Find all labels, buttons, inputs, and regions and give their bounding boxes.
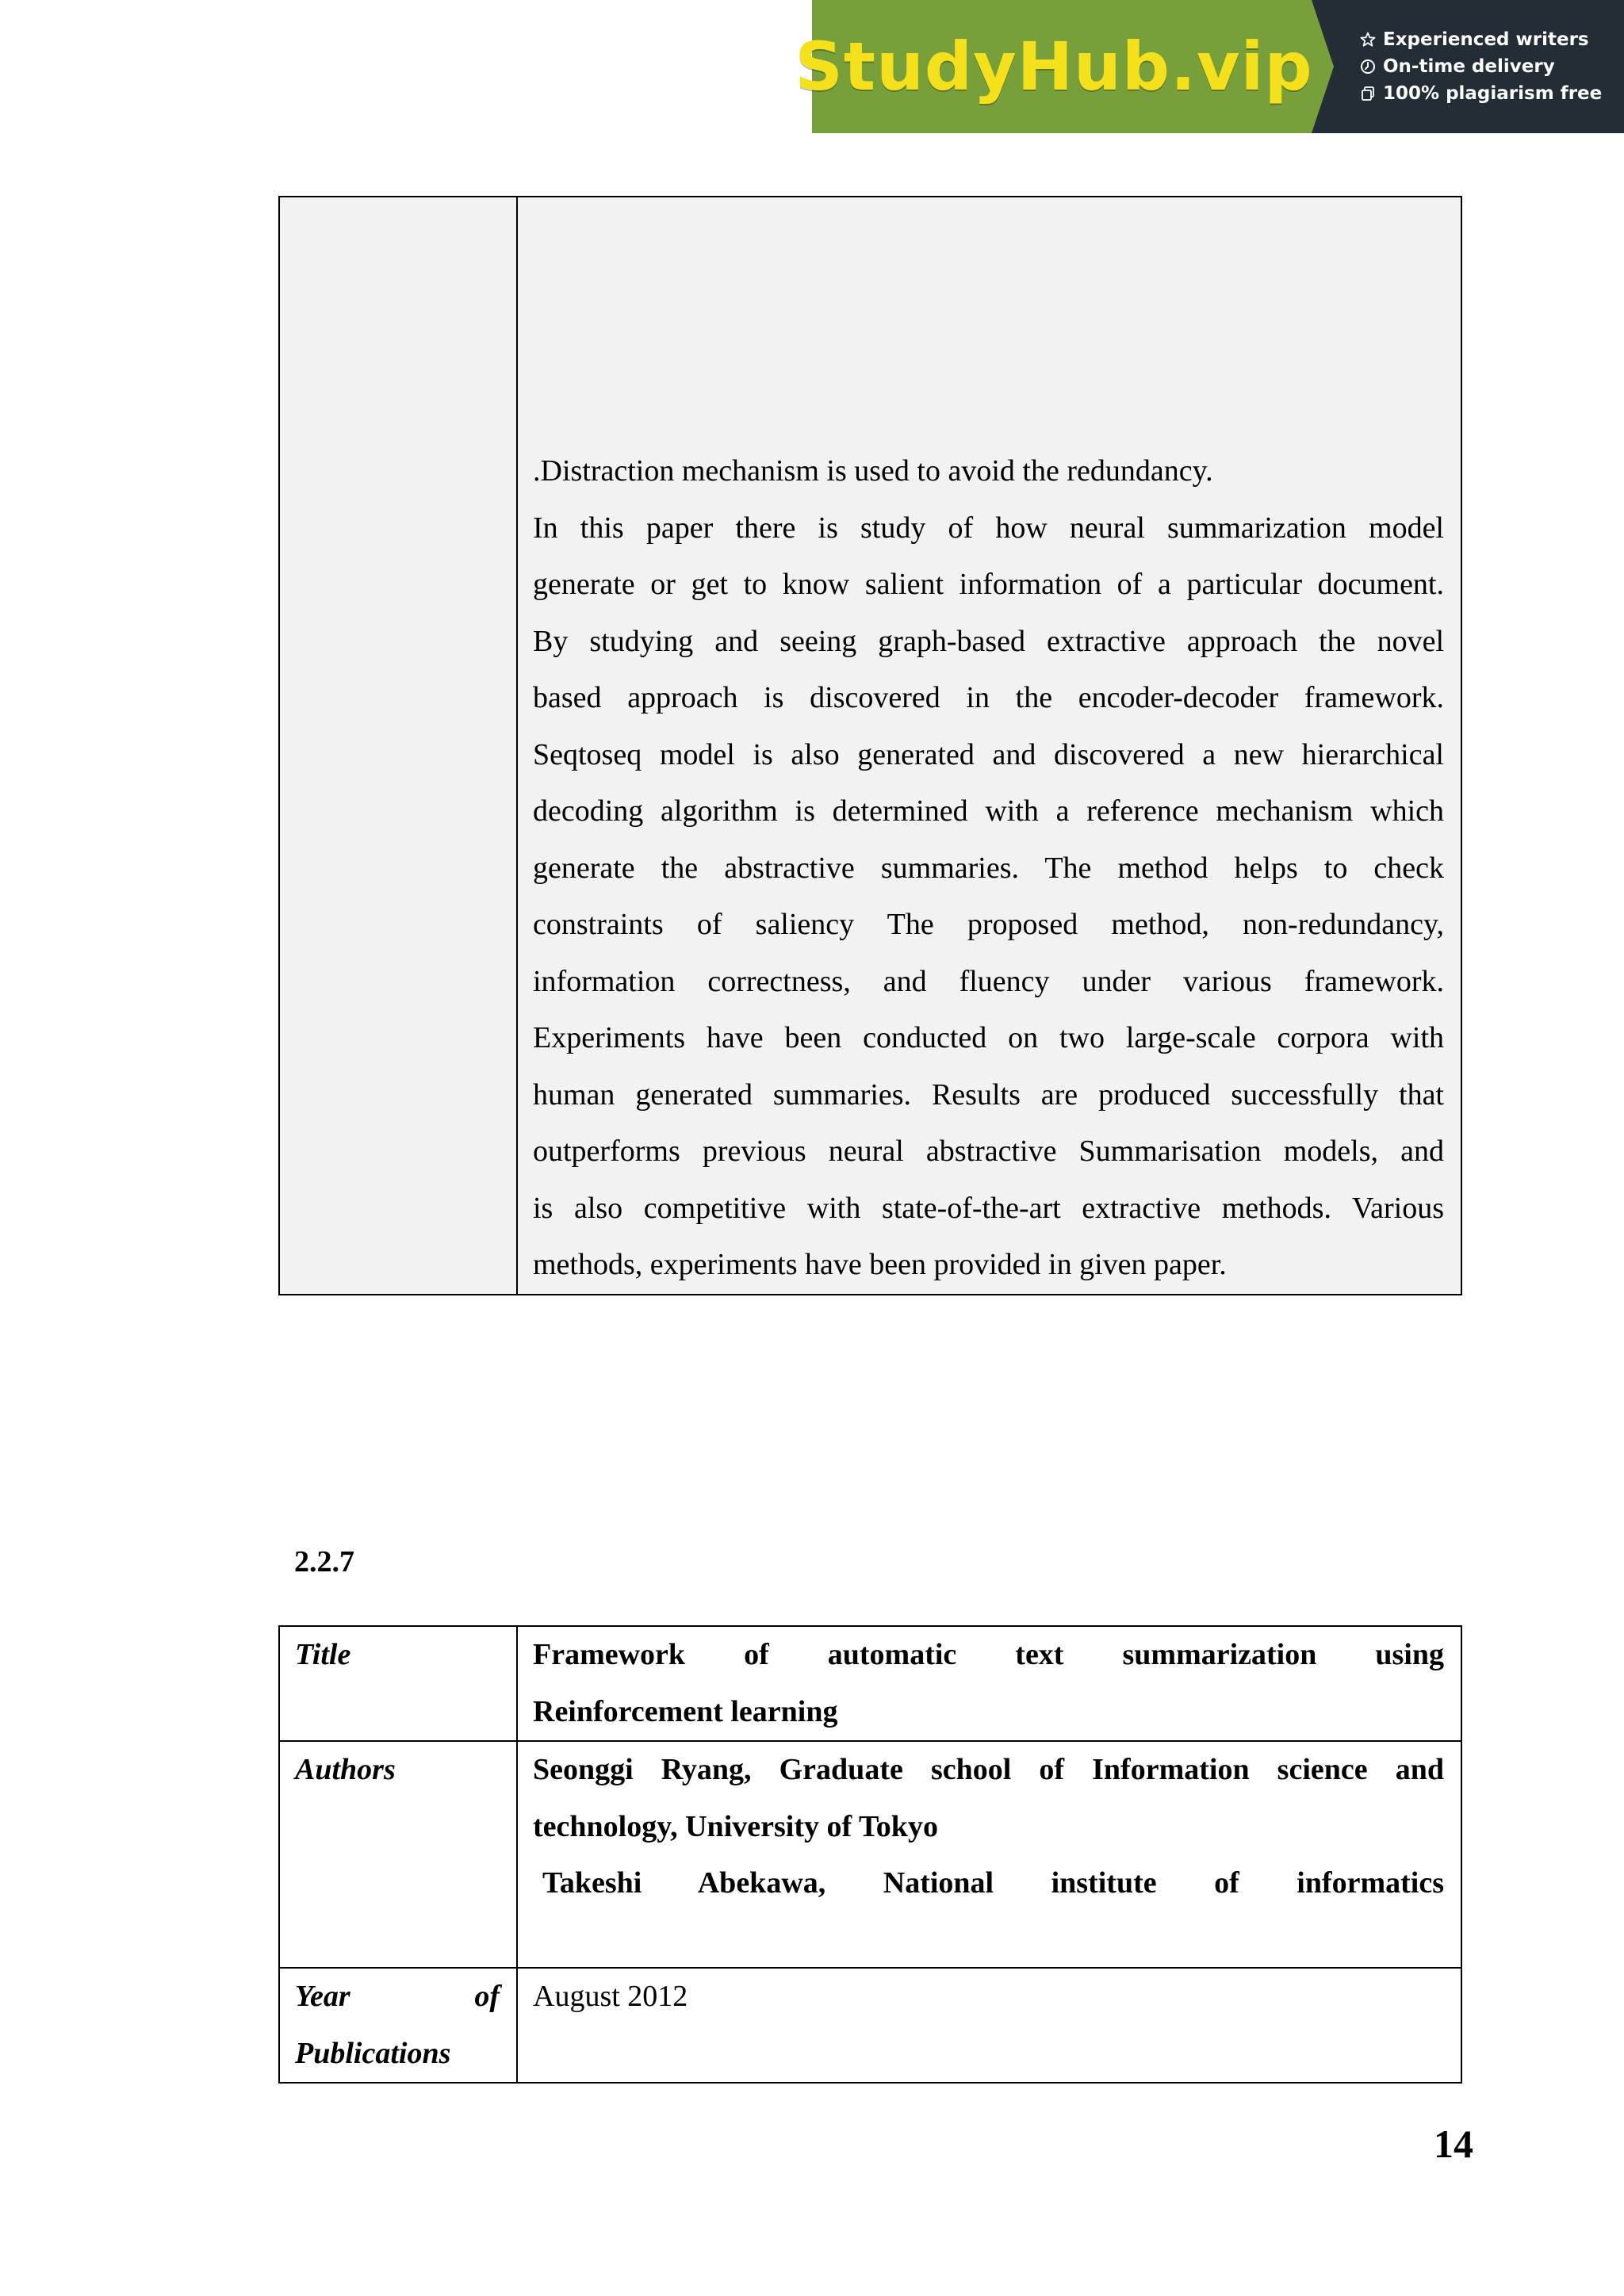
banner-brand-panel [795, 0, 1313, 133]
table-row-year [279, 1968, 1461, 2083]
year-label-line: Year of [295, 1980, 500, 2013]
summary-cell [517, 197, 1461, 1295]
banner-features [1312, 0, 1624, 133]
feature-experienced-writers [1359, 29, 1624, 50]
summary-line: outperforms previous neural abstractive Summarisation models, and [533, 1135, 1444, 1168]
year-label-line: Publications [295, 2036, 451, 2070]
summary-line: information correctness, and fluency under various framework. [533, 964, 1444, 998]
studyhub-banner[interactable] [795, 0, 1624, 133]
authors-label: Authors [279, 1741, 517, 1968]
empty-label-cell [279, 197, 517, 1295]
summary-line: decoding algorithm is determined with a reference mechanism which [533, 794, 1444, 828]
author-line: Takeshi Abekawa, National institute of informatics [542, 1866, 1444, 1900]
feature-plagiarism-free [1359, 83, 1624, 104]
table-row [279, 197, 1461, 1295]
year-label [279, 1968, 517, 2083]
title-value [517, 1626, 1461, 1741]
feature-on-time-delivery [1359, 56, 1624, 77]
feature-label: 100% plagiarism free [1383, 83, 1603, 104]
copy-icon [1359, 85, 1377, 102]
summary-line: Seqtoseq model is also generated and discovered a new hierarchical [533, 737, 1444, 771]
page-number: 14 [1434, 2122, 1473, 2166]
title-line: Framework of automatic text summarization using [533, 1638, 1444, 1671]
summary-line: based approach is discovered in the encoder-decoder framework. [533, 681, 1444, 714]
title-line: Reinforcement learning [533, 1694, 838, 1728]
brand-logo: StudyHub.vip [795, 28, 1313, 105]
title-label: Title [279, 1626, 517, 1741]
summary-line: generate or get to know salient information of a particular document. [533, 568, 1444, 601]
summary-line: .Distraction mechanism is used to avoid the redundancy. [533, 454, 1213, 488]
summary-line: Experiments have been conducted on two large-scale corpora with [533, 1021, 1444, 1054]
author-line: Seonggi Ryang, Graduate school of Information science and [533, 1753, 1444, 1786]
summary-line: methods, experiments have been provided in given paper. [533, 1248, 1227, 1281]
summary-line: is also competitive with state-of-the-art extractive methods. Various [533, 1191, 1444, 1225]
authors-value [517, 1741, 1461, 1968]
section-number: 2.2.7 [294, 1545, 354, 1578]
table-row-authors [279, 1741, 1461, 1968]
summary-line: constraints of saliency The proposed method, non-redundancy, [533, 908, 1444, 941]
table-row-title [279, 1626, 1461, 1741]
feature-label: On-time delivery [1383, 56, 1555, 77]
paper-details-table [278, 1625, 1462, 2084]
year-value: August 2012 [517, 1968, 1461, 2083]
summary-line: In this paper there is study of how neural summarization model [533, 511, 1444, 545]
star-icon [1359, 31, 1377, 48]
summary-line: generate the abstractive summaries. The method helps to check [533, 851, 1444, 885]
author-line: technology, University of Tokyo [533, 1809, 938, 1843]
summary-table [278, 196, 1462, 1295]
feature-label: Experienced writers [1383, 29, 1589, 50]
summary-line: By studying and seeing graph-based extractive approach the novel [533, 624, 1444, 658]
summary-line: human generated summaries. Results are produced successfully that [533, 1077, 1444, 1112]
clock-icon [1359, 58, 1377, 75]
